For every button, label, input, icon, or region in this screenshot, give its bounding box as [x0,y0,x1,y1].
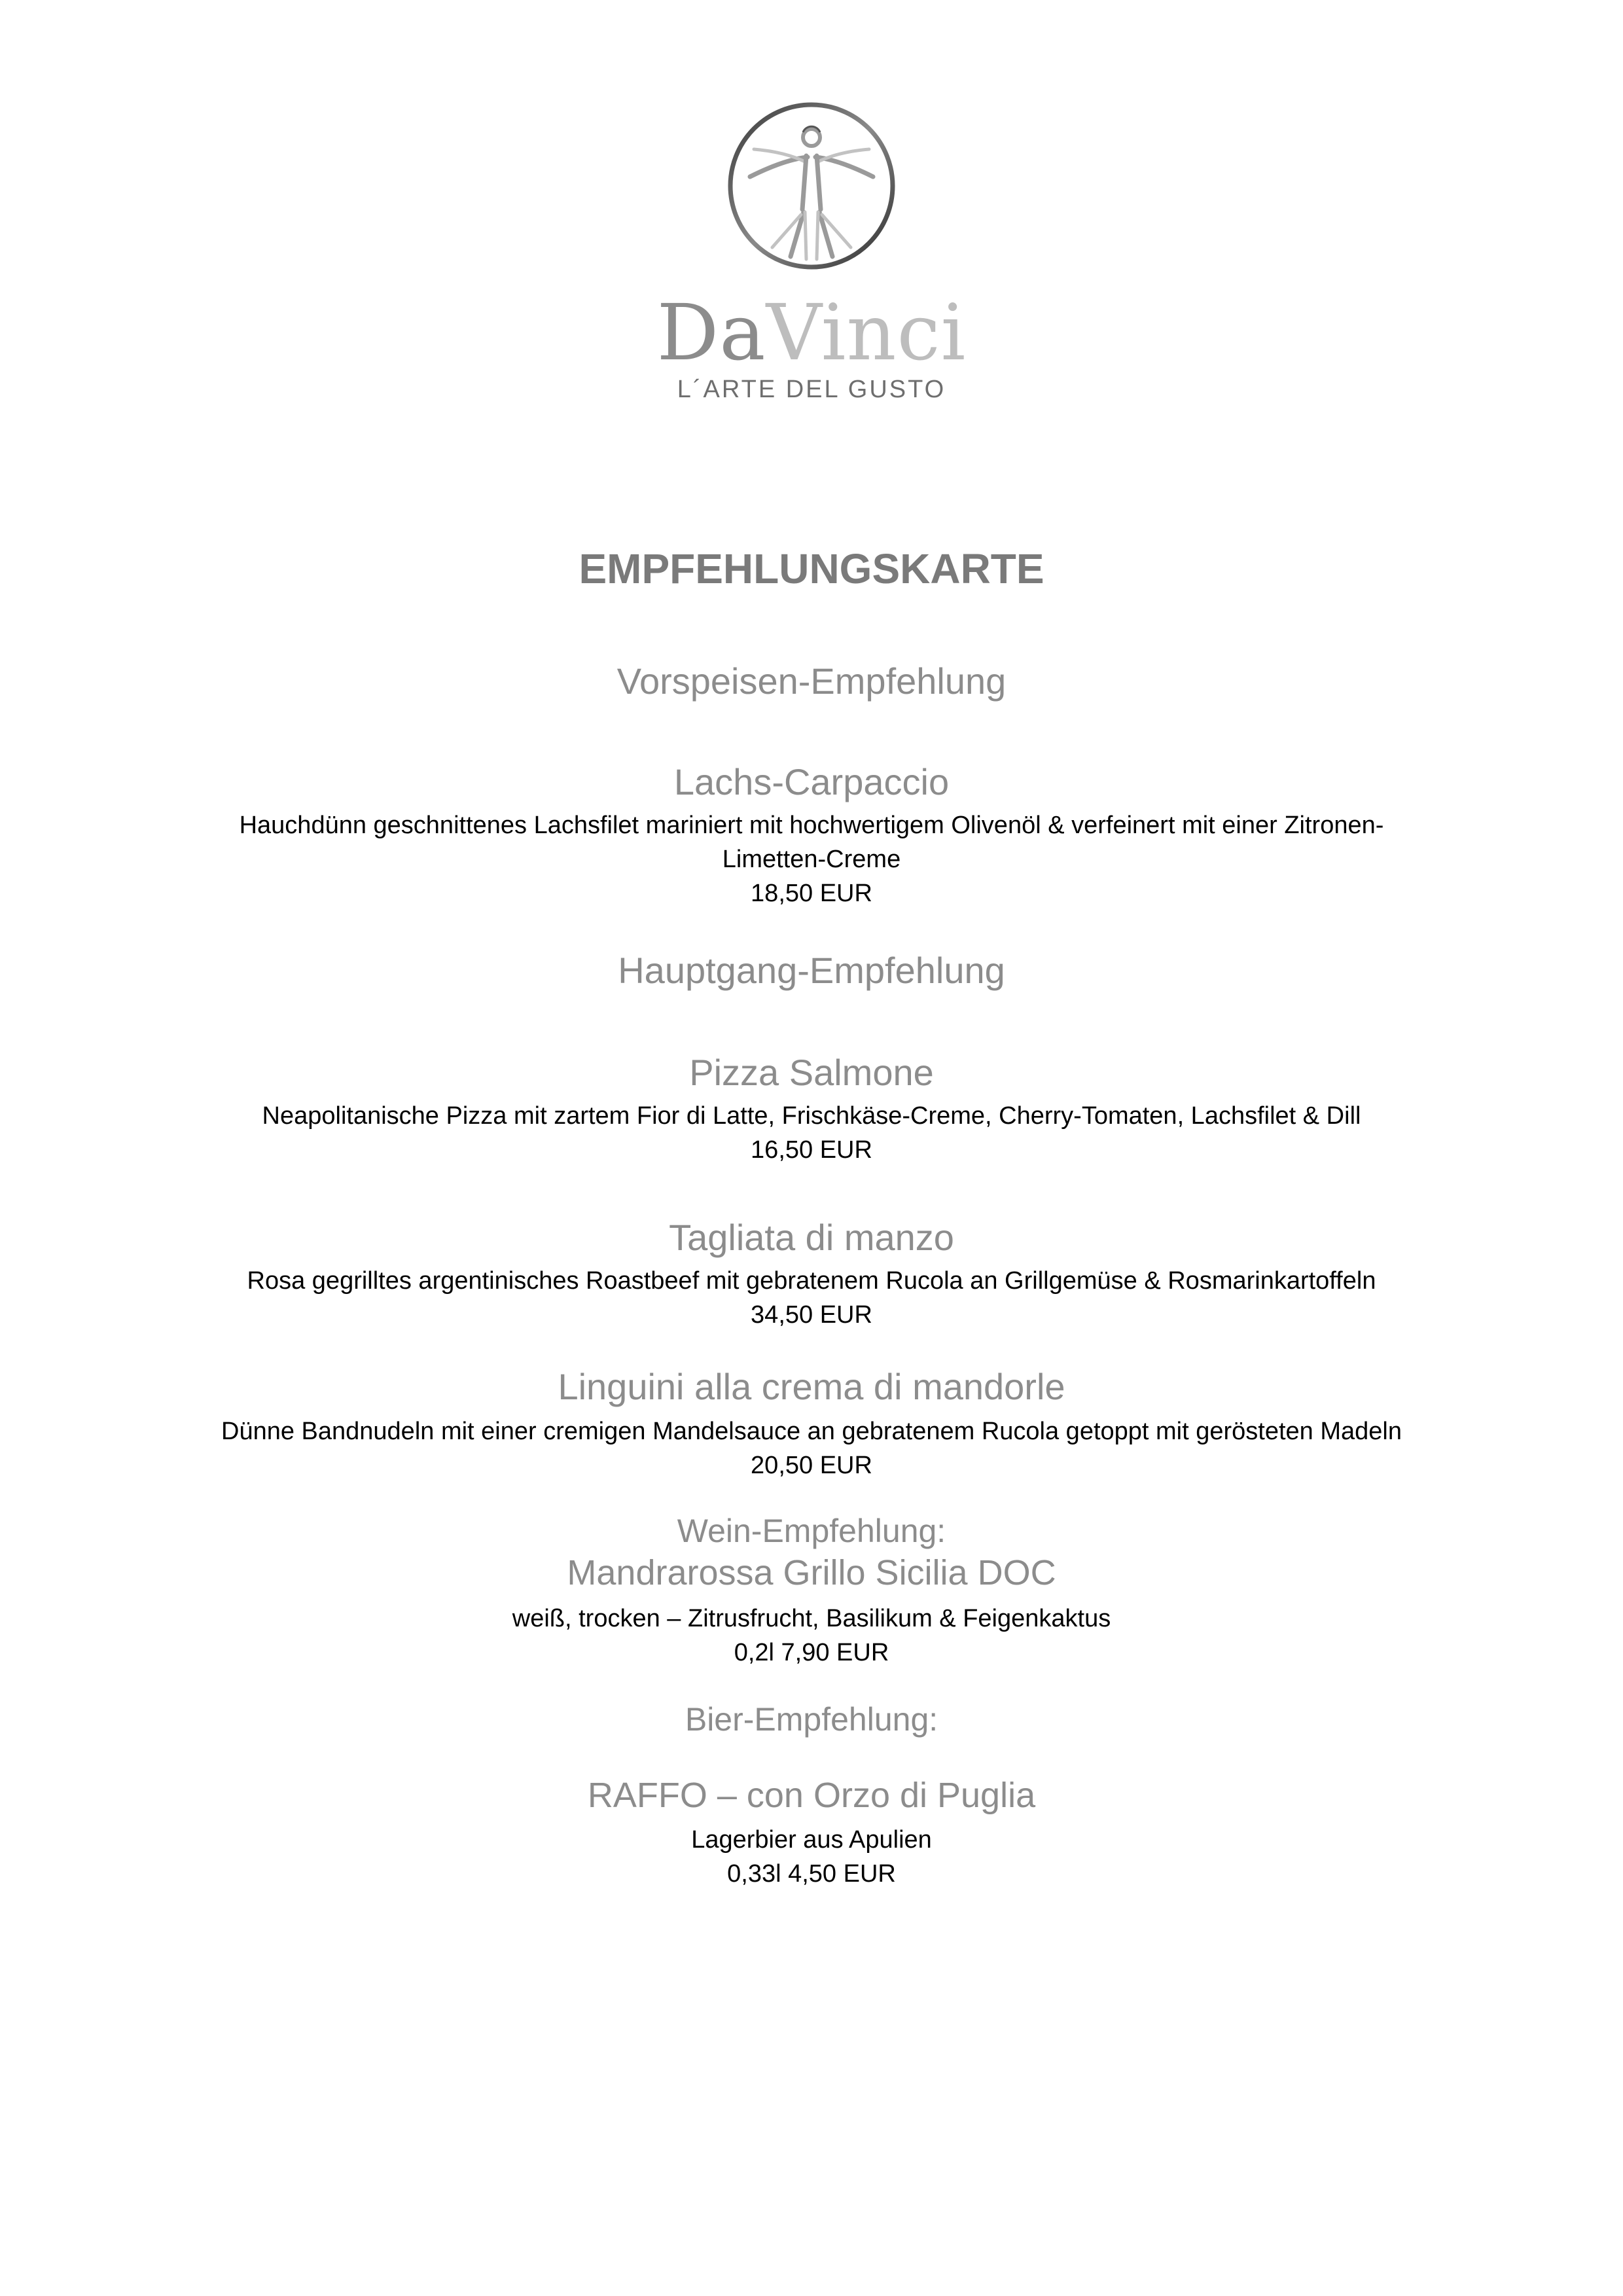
dish-title: Linguini alla crema di mandorle [558,1366,1065,1407]
wine-description: weiß, trocken – Zitrusfrucht, Basilikum & Feigenkaktus [512,1605,1111,1632]
beer-price: 0,33l 4,50 EUR [727,1860,896,1888]
page-title: EMPFEHLUNGSKARTE [579,545,1044,592]
dish-price: 34,50 EUR [751,1301,872,1329]
dish-title: Tagliata di manzo [669,1217,954,1258]
dish-price: 20,50 EUR [751,1452,872,1479]
brand-name-light: Vinci [766,287,967,378]
dish-description: Rosa gegrilltes argentinisches Roastbeef mit gebratenem Rucola an Grillgemüse & Rosmarinkartoffeln [247,1267,1376,1295]
dish-price: 16,50 EUR [751,1136,872,1164]
brand-name-dark: Da [656,287,766,378]
dish-description-continued: Limetten-Creme [722,846,901,873]
beer-name: RAFFO – con Orzo di Puglia [587,1776,1036,1815]
brand-tagline: L´ARTE DEL GUSTO [677,376,946,403]
brand-name [0,287,1623,378]
dish-title: Lachs-Carpaccio [673,761,950,802]
dish-price: 18,50 EUR [751,880,872,907]
section-title-beer: Bier-Empfehlung: [685,1701,938,1738]
section-title-mains: Hauptgang-Empfehlung [618,950,1005,991]
dish-description: Hauchdünn geschnittenes Lachsfilet mariniert mit hochwertigem Olivenöl & verfeinert mit einer Zitronen- [239,812,1384,839]
beer-description: Lagerbier aus Apulien [691,1826,932,1854]
wine-price: 0,2l 7,90 EUR [734,1639,889,1666]
dish-title: Pizza Salmone [689,1052,934,1093]
section-title-wine: Wein-Empfehlung: [677,1513,946,1549]
dish-description: Dünne Bandnudeln mit einer cremigen Mandelsauce an gebratenem Rucola getoppt mit gerösteten Madeln [221,1418,1402,1445]
section-title-starters: Vorspeisen-Empfehlung [616,660,1007,702]
vitruvian-logo-icon [725,99,898,272]
wine-name: Mandrarossa Grillo Sicilia DOC [567,1553,1056,1592]
dish-description: Neapolitanische Pizza mit zartem Fior di Latte, Frischkäse-Creme, Cherry-Tomaten, Lachsfilet & Dill [262,1102,1361,1130]
